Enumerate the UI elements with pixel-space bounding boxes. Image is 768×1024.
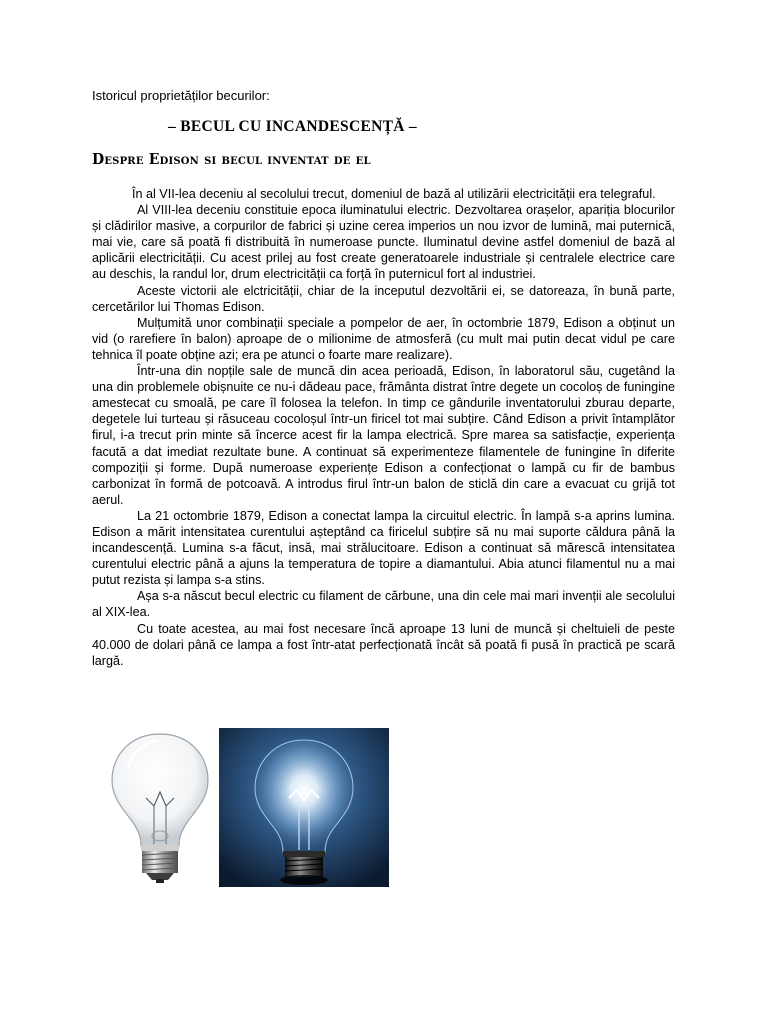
paragraph-2: Al VIII-lea deceniu constituie epoca iluminatului electric. Dezvoltarea orașelor, apariția blocurilor și clădirilor masive, a corpurilor de fabrici și uzine cerea imperios un nou izvor de lumină, mai puternică, mai vie, care să poată fi distribuită în numeroase puncte. Iluminatul devine astfel domeniul de bază al aplicării electricității. Cu acest prilej au fost create generatoarele industriale și centralele electrice care au deschis, la randul lor, drum electricității ca forță în puternicul fort al industriei. — [92, 203, 675, 282]
paragraph-5: Într-una din nopțile sale de muncă din acea perioadă, Edison, în laboratorul său, cugetând la una din problemele obișnuite ce nu-i dădeau pace, frământa distrat între degete un cocoloș de funingine amestecat cu smoală, pe care îl folosea la telefon. In timp ce gândurile inventatorului zburau departe, degetele lui turteau și răsuceau cocoloșul într-un firicel tot mai subțire. Când Edison a privit întamplător firul, i-a trecut prin minte să încerce acest fir la lampa electrică. Spre marea sa satisfacție, experiența facută a dat imediat rezultate bune. A continuat să experimenteze filamentele de funingine în diferite compoziții și forme. După numeroase experiențe Edison a confecționat o lampă cu fir de bambus carbonizat în formă de potcoavă. A introdus firul într-un balon de sticlă din care a evacuat cu grijă tot aerul. — [92, 364, 675, 507]
paragraph-8: Cu toate acestea, au mai fost necesare încă aproape 13 luni de muncă și cheltuieli de peste 40.000 de dolari până ce lampa a fost într-atat perfecționată încât să poată fi pusă în practică pe scară largă. — [92, 621, 675, 668]
article-body — [92, 186, 675, 669]
paragraph-3: Aceste victorii ale elctricității, chiar de la inceputul dezvoltării ei, se datoreaza, în bună parte, cercetărilor lui Thomas Edison. — [92, 283, 675, 314]
section-heading: Despre Edison si becul inventat de el — [92, 151, 371, 169]
paragraph-4: Mulțumită unor combinații speciale a pompelor de aer, în octombrie 1879, Edison a obținut un vid (o rarefiere în balon) aproape de o milionime de atmosferă (cu mult mai putin decat vidul pe care tehnica îl poate obține azi; era pe atunci o foarte mare realizare). — [92, 315, 675, 362]
page-title: – BECUL CU INCANDESCENȚĂ – — [168, 118, 417, 135]
paragraph-7: Așa s-a născut becul electric cu filament de cărbune, una din cele mai mari invenții ale secolului al XIX-lea. — [92, 589, 675, 620]
light-bulb-glowing-icon — [219, 728, 389, 887]
paragraph-1: În al VII-lea deceniu al secolului trecut, domeniul de bază al utilizării electricității era telegraful. — [132, 187, 656, 201]
intro-line: Istoricul proprietăților becurilor: — [92, 88, 270, 103]
light-bulb-clear-icon — [106, 728, 214, 884]
paragraph-6: La 21 octombrie 1879, Edison a conectat lampa la circuitul electric. În lampă s-a aprins lumina. Edison a mărit intensitatea curentului așteptând ca firicelul subțire să nu mai suporte căldura până la incandescență. Lumina s-a făcut, insă, mai strălucitoare. Edison a continuat să mărescă intensitatea curentului electric până a ajuns la temperatura de topire a diamantului. Abia atunci filamentul nu a mai putut rezista și lampa s-a stins. — [92, 508, 675, 588]
